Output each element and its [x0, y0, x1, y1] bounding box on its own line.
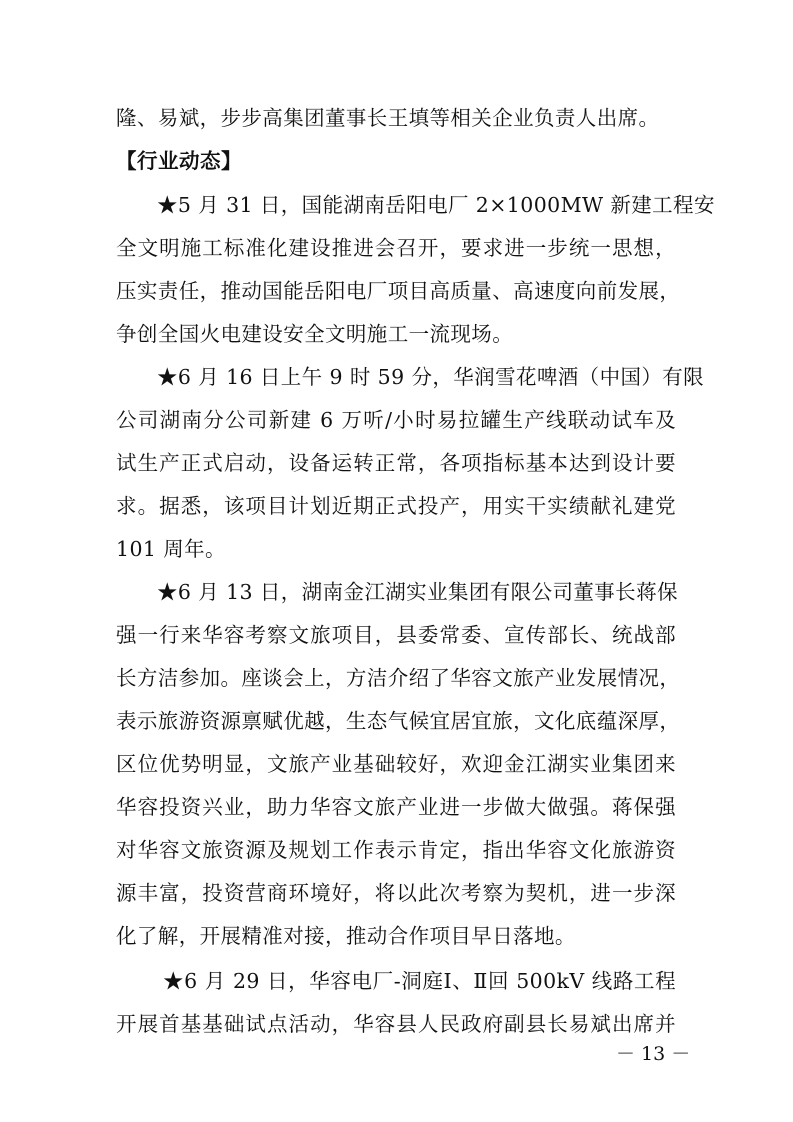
page-number: － 13 － [616, 1043, 691, 1065]
text-line-1: 隆、易斌，步步高集团董事长王填等相关企业负责人出席。 [116, 106, 660, 130]
text-line-13: 强一行来华容考察文旅项目，县委常委、宣传部长、统战部 [116, 623, 676, 647]
text-line-16: 区位优势明显，文旅产业基础较好，欢迎金江湖实业集团来 [116, 752, 676, 776]
text-line-7: ★6 月 16 日上午 9 时 59 分，华润雪花啤酒（中国）有限 [157, 365, 705, 389]
text-line-8: 公司湖南分公司新建 6 万听/小时易拉罐生产线联动试车及 [116, 408, 676, 432]
text-line-3: ★5 月 31 日，国能湖南岳阳电厂 2×1000MW 新建工程安 [157, 193, 715, 217]
text-line-14: 长方洁参加。座谈会上，方洁介绍了华容文旅产业发展情况， [116, 666, 681, 690]
section-heading-industry-news: 【行业动态】 [116, 149, 242, 173]
text-line-12: ★6 月 13 日，湖南金江湖实业集团有限公司董事长蒋保 [157, 580, 678, 604]
text-line-15: 表示旅游资源禀赋优越，生态气候宜居宜旅，文化底蕴深厚， [116, 709, 681, 733]
text-line-10: 求。据悉，该项目计划近期正式投产，用实干实绩献礼建党 [116, 494, 676, 518]
text-line-6: 争创全国火电建设安全文明施工一流现场。 [116, 322, 514, 346]
text-line-22: 开展首基基础试点活动，华容县人民政府副县长易斌出席并 [116, 1012, 676, 1036]
text-line-21: ★6 月 29 日，华容电厂-洞庭Ⅰ、Ⅱ回 500kV 线路工程 [163, 969, 676, 993]
text-line-18: 对华容文旅资源及规划工作表示肯定，指出华容文化旅游资 [116, 838, 676, 862]
text-line-11: 101 周年。 [116, 537, 226, 561]
text-line-19: 源丰富，投资营商环境好，将以此次考察为契机，进一步深 [116, 881, 676, 905]
text-line-20: 化了解，开展精准对接，推动合作项目早日落地。 [116, 924, 576, 948]
text-line-9: 试生产正式启动，设备运转正常，各项指标基本达到设计要 [116, 451, 676, 475]
text-line-5: 压实责任，推动国能岳阳电厂项目高质量、高速度向前发展， [116, 279, 681, 303]
text-line-4: 全文明施工标准化建设推进会召开，要求进一步统一思想， [116, 236, 676, 260]
text-line-17: 华容投资兴业，助力华容文旅产业进一步做大做强。蒋保强 [116, 795, 676, 819]
